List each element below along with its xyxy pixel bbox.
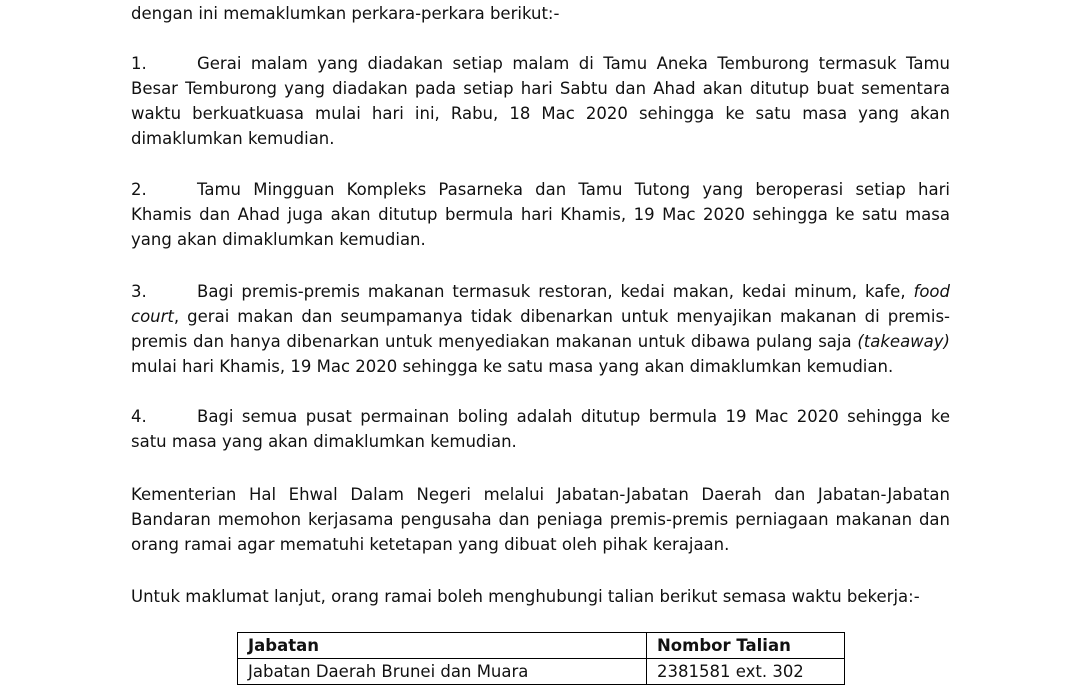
- paragraph-4: [131, 404, 950, 454]
- paragraph-number: 2.: [131, 180, 147, 199]
- contact-intro: [131, 584, 950, 609]
- paragraph-line: waktu berkuatkuasa mulai hari ini, Rabu, 18 Mac 2020 sehingga ke satu masa yang akan: [131, 104, 950, 123]
- paragraph-line: orang ramai agar mematuhi ketetapan yang dibuat oleh pihak kerajaan.: [131, 535, 730, 554]
- paragraph-1: [131, 51, 950, 151]
- paragraph-text: , gerai makan dan seumpamanya tidak dibenarkan untuk menyajikan makanan di premis-: [173, 307, 950, 326]
- paragraph-text: Tamu Mingguan Kompleks Pasarneka dan Tamu Tutong yang beroperasi setiap hari: [197, 180, 950, 199]
- table-header-cell: Nombor Talian: [647, 633, 845, 659]
- table-header-cell: Jabatan: [238, 633, 647, 659]
- paragraph-line: yang akan dimaklumkan kemudian.: [131, 230, 426, 249]
- paragraph-line: [131, 177, 950, 202]
- paragraph-line: Khamis dan Ahad juga akan ditutup bermula hari Khamis, 19 Mac 2020 sehingga ke satu masa: [131, 205, 950, 224]
- paragraph-line: [131, 329, 950, 354]
- paragraph-line: Kementerian Hal Ehwal Dalam Negeri melalui Jabatan-Jabatan Daerah dan Jabatan-Jabatan: [131, 485, 950, 504]
- paragraph-text: Bagi semua pusat permainan boling adalah ditutup bermula 19 Mac 2020 sehingga ke: [197, 407, 950, 426]
- table-header-row: [238, 633, 845, 659]
- paragraph-text: Gerai malam yang diadakan setiap malam di Tamu Aneka Temburong termasuk Tamu: [197, 54, 950, 73]
- contacts-table: [237, 632, 845, 685]
- paragraph-line: Bandaran memohon kerjasama pengusaha dan peniaga premis-premis perniagaan makanan dan: [131, 510, 950, 529]
- paragraph-line: [131, 404, 950, 429]
- italic-term: (takeaway): [857, 332, 950, 351]
- italic-term: food: [913, 282, 950, 301]
- paragraph-line: mulai hari Khamis, 19 Mac 2020 sehingga ke satu masa yang akan dimaklumkan kemudian.: [131, 357, 894, 376]
- paragraph-line: [131, 304, 950, 329]
- paragraph-line: satu masa yang akan dimaklumkan kemudian.: [131, 432, 517, 451]
- paragraph-line: [131, 279, 950, 304]
- paragraph-line: Untuk maklumat lanjut, orang ramai boleh menghubungi talian berikut semasa waktu bekerja:-: [131, 587, 920, 606]
- table-row: [238, 659, 845, 685]
- italic-term: court: [131, 307, 174, 326]
- paragraph-number: 1.: [131, 54, 147, 73]
- paragraph-2: [131, 177, 950, 252]
- paragraph-line: Besar Temburong yang diadakan pada setiap hari Sabtu dan Ahad akan ditutup buat sementara: [131, 79, 950, 98]
- paragraph-number: 4.: [131, 407, 147, 426]
- paragraph-line: dimaklumkan kemudian.: [131, 129, 335, 148]
- paragraph-3: [131, 279, 950, 379]
- table-cell: Jabatan Daerah Brunei dan Muara: [238, 659, 647, 685]
- paragraph-line: [131, 51, 950, 76]
- paragraph-number: 3.: [131, 282, 147, 301]
- intro-text: dengan ini memaklumkan perkara-perkara berikut:-: [131, 4, 560, 23]
- paragraph-text: Bagi premis-premis makanan termasuk restoran, kedai makan, kedai minum, kafe,: [197, 282, 906, 301]
- paragraph-text: premis dan hanya dibenarkan untuk menyediakan makanan untuk dibawa pulang saja: [131, 332, 852, 351]
- table-cell: 2381581 ext. 302: [647, 659, 845, 685]
- closing-paragraph: [131, 482, 950, 557]
